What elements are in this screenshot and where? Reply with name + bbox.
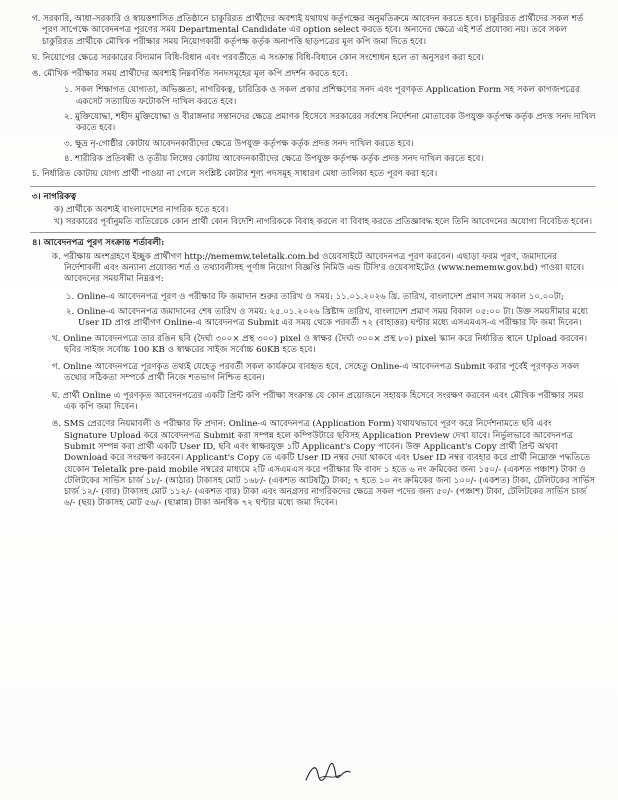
section-3-heading: ৩। নাগরিকত্ব	[32, 191, 77, 202]
application-item-ga: গ. Online আবেদনপত্রে পূরণকৃত তথ্যই যেহেতু পরবর্তী সকল কার্যক্রমে ব্যবহৃত হবে, সেহেতু Online-এ আবেদনপত্র Submit করার পূর্বেই পূরণকৃত সকল তথ্যের সঠিকতা সম্পর্কে প্রার্থী নিজে শতভাগ নিশ্চিত হবেন।	[52, 362, 580, 384]
section-4-heading: ৪। আবেদনপত্র পূরণ সংক্রান্ত শর্তাবলী:	[32, 238, 165, 249]
certificate-item-3: ৩. ক্ষুদ্র নৃ-গোষ্ঠীর কোটায় আবেদনকারীদের ক্ষেত্রে উপযুক্ত কর্তৃপক্ষ কর্তৃক প্রদত্ত সনদ দাখিল করতে হবে।	[64, 138, 414, 149]
divider	[30, 232, 596, 233]
certificate-item-4: ৪. শারীরিক প্রতিবন্ধী ও তৃতীয় লিঙ্গের কোটায় আবেদনকারীদের ক্ষেত্রে উপযুক্ত কর্তৃপক্ষ কর্তৃক প্রদত্ত সনদ দাখিল করতে হবে।	[64, 153, 484, 164]
application-item-ka: ক. পরীক্ষায় অংশগ্রহণে ইচ্ছুক প্রার্থীগণ http://nememw.teletalk.com.bd ওয়েবসাইটে আবেদনপত্র পূরণ করবেন। এছাড়া ফরম পূরণ, জমাদানের নির্দেশাবলী এবং অন্যান্য প্রযোজ্য শর্ত ও তথ্যাবলীসহ পূর্ণাঙ্গ নিয়োগ বিজ্ঞপ্তি নিমিউ এন্ড টিসি'র ওয়েবসাইটেও (www.nememw.gov.bd) পাওয়া যাবে। আবেদনের সময়সীমা নিম্নরূপ:	[52, 251, 585, 285]
divider	[30, 186, 596, 187]
application-item-kha: খ. Online আবেদনপত্রে তার রঙিন ছবি (দৈর্ঘ্য ৩০০× প্রস্থ ৩০০) pixel ও স্বাক্ষর (দৈর্ঘ্য ৩০০× প্রস্থ ৮০) pixel স্ক্যান করে নির্ধারিত স্থানে Upload করবেন। ছবির সাইজ সর্বোচ্চ 100 KB ও স্বাক্ষরের সাইজ সর্বোচ্চ 60KB হতে হবে।	[52, 333, 588, 355]
application-item-uma: ঙ. SMS প্রেরণের নিয়মাবলী ও পরীক্ষার ফি প্রদান: Online-এ আবেদনপত্র (Application Form) যথাযথভাবে পূরণ করে নির্দেশনামতে ছবি এবং Signature Upload করে আবেদনপত্র Submit করা সম্পন্ন হলে কম্পিউটারে ছবিসহ Application Preview দেখা যাবে। নির্ভুলভাবে আবেদনপত্র Submit সম্পন্ন করা প্রার্থী একটি User ID, ছবি এবং স্বাক্ষরযুক্ত ১টি Applicant's Copy পাবেন। উক্ত Applicant's Copy প্রার্থী প্রিন্ট অথবা Download করে সংরক্ষণ করবেন। Applicant's Copy তে একটি User ID নম্বর দেয়া থাকবে এবং User ID নম্বর ব্যবহার করে প্রার্থী নিম্নোক্ত পদ্ধতিতে যেকোন Teletalk pre-paid mobile নম্বরের মাধ্যমে ২টি এসএমএস করে পরীক্ষার ফি বাবদ ১ হতে ৬ নং ক্রমিকের জন্য ১৫০/- (একশত পঞ্চাশ) টাকা ও টেলিটকের সার্ভিস চার্জ ১৮/- (আঠার) টাকাসহ মোট ১৬৮/- (একশত আটষট্টি) টাকা; ৭ হতে ১০ নং ক্রমিকের জন্য ১০০/- (একশত) টাকা, টেলিটকের সার্ভিস চার্জ ১২/- (বার) টাকাসহ মোট ১১২/- (একশত বার) টাকা এবং অনগ্রসর নাগরিকদের ক্ষেত্রে সকল পদের জন্য ৫০/- (পঞ্চাশ) টাকা, টেলিটকের সার্ভিস চার্জ ৬/- (ছয়) টাকাসহ মোট ৫৬/- (ছাপ্পান্ন) টাকা অনধিক ৭২ ঘণ্টার মধ্যে জমা দিবেন।	[52, 419, 596, 509]
paragraph-certificates-intro: ঙ. মৌখিক পরীক্ষার সময় প্রার্থীদের অবশ্যই নিম্নবর্ণিত সনদসমূহের মূল কপি প্রদর্শন করতে হবে:	[32, 69, 348, 80]
paragraph-cha: চ. নির্ধারিত কোটায় যোগ্য প্রার্থী পাওয়া না গেলে সংশ্লিষ্ট কোটার শূণ্য পদসমূহ সাধারণ মেধা তালিকা হতে পূরণ করা হবে।	[32, 169, 438, 180]
paragraph-gha: ঘ. নিয়োগের ক্ষেত্রে সরকারের বিদ্যমান বিধি-বিধান এবং পরবর্তীতে এ সংক্রান্ত বিধি-বিধানে কোন সংশোধন হলে তা অনুসরণ করা হবে।	[32, 52, 484, 63]
application-item-ka-1: ১. Online-এ আবেদনপত্র পূরণ ও পরীক্ষার ফি জমাদান শুরুর তারিখ ও সময়: ১১.০১.২০২৬ খ্রি. তারিখ, বাংলাদেশ প্রমাণ সময় সকাল ১০.০০টা;	[66, 291, 564, 302]
application-item-gha: ঘ. প্রার্থী Online এ পূরণকৃত আবেদনপত্রের একটি প্রিন্ট কপি পরীক্ষা সংক্রান্ত যে কোন প্রয়োজনে সহায়ক হিসেবে সংরক্ষণ করবেন এবং মৌখিক পরীক্ষার সময় এক কপি জমা দিবেন।	[52, 390, 584, 413]
paragraph-ga: গ. সরকারি, আধা-সরকারি ও স্বায়ত্তশাসিত প্রতিষ্ঠানে চাকুরিরত প্রার্থীদের অবশ্যই যথাযথ কর্তৃপক্ষের অনুমতিক্রমে আবেদন করতে হবে। চাকুরিরত প্রার্থীদের সকল শর্ত পূরণ সাপেক্ষে আবেদনপত্র পূরণের সময় Departmental Candidate এর option select করতে হবে। অন্যদের ক্ষেত্রে এই শর্ত প্রযোজ্য নয়। তবে সকল চাকুরিরত প্রার্থীকে মৌখিক পরীক্ষার সময় নিয়োগকারী কর্তৃপক্ষ কর্তৃক অনাপত্তি ছাড়পত্রের মূল কপি জমা দিতে হবে।	[32, 14, 584, 47]
signature-icon	[302, 760, 354, 786]
application-item-ka-2: ২. Online-এ আবেদনপত্র জমাদানের শেষ তারিখ ও সময়: ২৫.০১.২০২৬ খ্রিষ্টাব্দ তারিখ, বাংলাদেশ প্রমাণ সময় বিকাল ০৫:০০ টা। উক্ত সময়সীমার মধ্যে User ID প্রাপ্ত প্রার্থীগণ Online-এ আবেদনপত্র Submit এর সময় থেকে পরবর্তী ৭২ (বাহাত্তর) ঘণ্টার মধ্যে এসএমএস-এ পরীক্ষার ফি জমা দিবেন।	[66, 306, 588, 329]
certificate-item-1: ১. সকল শিক্ষাগত যোগ্যতা, অভিজ্ঞতা, নাগরিকত্ব, চারিত্রিক ও সকল প্রকার প্রশিক্ষণের সনদ এবং পূরণকৃত Application Form সহ সকল কাগজপত্রের একসেট সত্যায়িত ফটোকপি দাখিল করতে হবে।	[64, 85, 580, 107]
certificate-item-2: ২. মুক্তিযোদ্ধা, শহীদ মুক্তিযোদ্ধা ও বীরাঙ্গনার সন্তানদের ক্ষেত্রে প্রমাণক হিসেবে সরকারের সর্বশেষ নির্দেশনা মোতাবেক উপযুক্ত কর্তৃপক্ষ কর্তৃক প্রদত্ত সনদ দাখিল করতে হবে।	[64, 112, 596, 134]
citizenship-item-ka: ক) প্রার্থীকে অবশ্যই বাংলাদেশের নাগরিক হতে হবে।	[54, 204, 229, 215]
citizenship-item-kha: খ) সরকারের পূর্বানুমতি ব্যতিরেকে কোন প্রার্থী কোন বিদেশি নাগরিককে বিবাহ করলে বা বিবাহ করতে প্রতিজ্ঞাবদ্ধ হলে তিনি আবেদনের অযোগ্য বিবেচিত হবেন।	[54, 217, 593, 228]
